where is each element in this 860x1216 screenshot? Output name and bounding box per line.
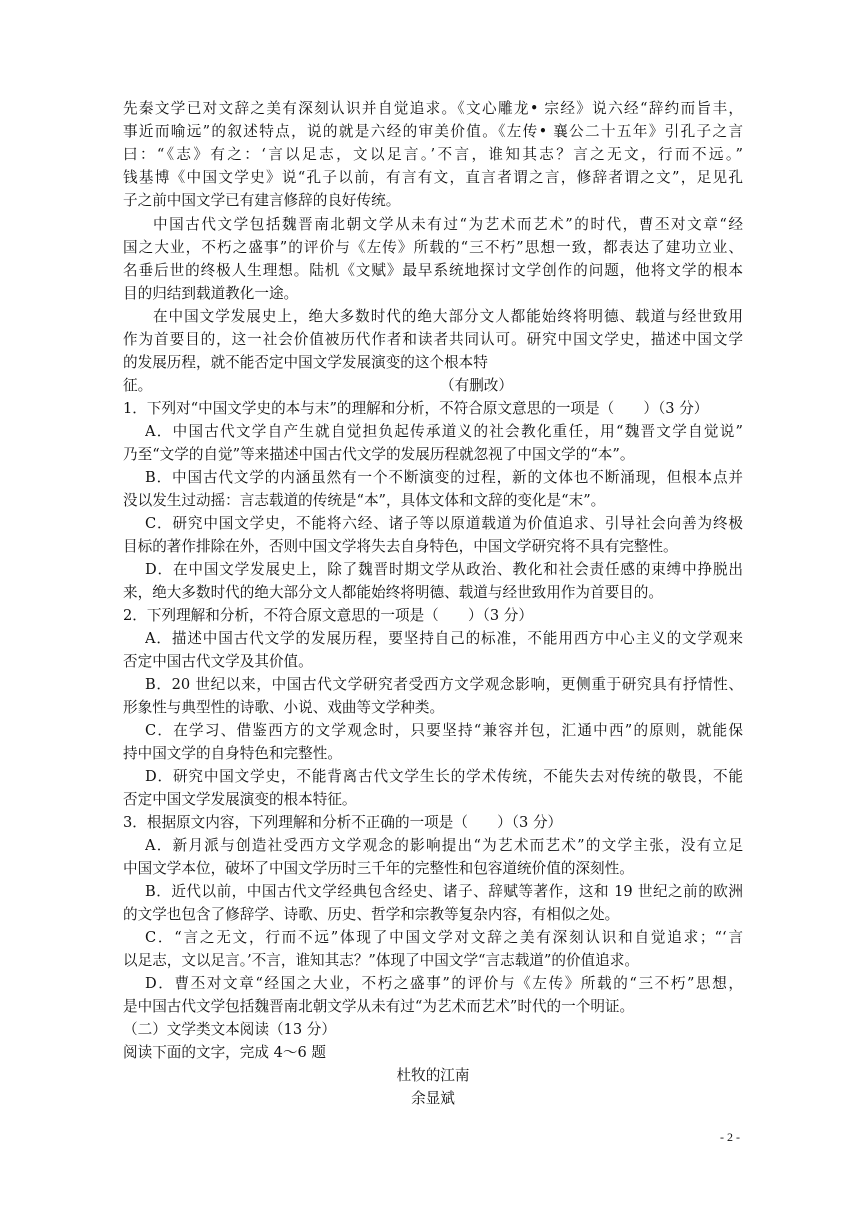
passage-line: 先秦文学已对文辞之美有深刻认识并自觉追求。《文心雕龙• 宗经》说六经“辞约而旨丰，	[123, 100, 743, 117]
question-2-option-a-cont: 否定中国古代文学及其价值。	[123, 653, 313, 670]
question-2-option-d: D．研究中国文学史，不能背离古代文学生长的学术传统，不能失去对传统的敬畏，不能	[145, 768, 743, 785]
question-3-stem: 3．根据原文内容，下列理解和分析不正确的一项是（ ）（3 分）	[123, 814, 563, 831]
question-2-option-b: B．20 世纪以来，中国古代文学研究者受西方文学观念影响，更侧重于研究具有抒情性、	[145, 676, 743, 693]
passage-line: 曰：“《志》有之：‘言以足志，文以足言。’不言，谁知其志？言之无文，行而不远。”	[123, 146, 743, 163]
question-2-option-b-cont: 形象性与典型性的诗歌、小说、戏曲等文学种类。	[123, 699, 445, 716]
passage-line: 国之大业，不朽之盛事”的评价与《左传》所载的“三不朽”思想一致，都表达了建功立业、	[123, 239, 743, 256]
question-3-option-d: D．曹丕对文章“经国之大业，不朽之盛事”的评价与《左传》所载的“三不朽”思想，	[145, 975, 743, 992]
passage-line: 中国古代文学包括魏晋南北朝文学从未有过“为艺术而艺术”的时代，曹丕对文章“经	[153, 216, 743, 233]
passage-line: 事近而喻远”的叙述特点，说的就是六经的审美价值。《左传• 襄公二十五年》引孔子之言	[123, 123, 743, 140]
question-1-option-d-cont: 来，绝大多数时代的绝大部分文人都能始终将明德、载道与经世致用作为首要目的。	[123, 584, 663, 601]
question-1-option-d: D．在中国文学发展史上，除了魏晋时期文学从政治、教化和社会责任感的束缚中挣脱出	[145, 561, 743, 578]
question-1-option-a: A．中国古代文学自产生就自觉担负起传承道义的社会教化重任，用“魏晋文学自觉说”	[145, 423, 743, 440]
question-2-option-d-cont: 否定中国文学发展演变的根本特征。	[123, 791, 357, 808]
question-2-option-c: C．在学习、借鉴西方的文学观念时，只要坚持“兼容并包，汇通中西”的原则，就能保	[145, 722, 743, 739]
question-2-option-c-cont: 持中国文学的自身特色和完整性。	[123, 745, 342, 762]
passage-line: 征。	[123, 377, 153, 394]
passage-line: 子之前中国文学已有建言修辞的良好传统。	[123, 192, 401, 209]
source-note: （有删改）	[440, 377, 513, 394]
section-heading: （二）文学类文本阅读（13 分）	[123, 1021, 336, 1038]
passage-line: 钱基博《中国文学史》说“孔子以前，有言有文，直言者谓之言，修辞者谓之文”，足见孔	[123, 169, 743, 186]
question-1-option-c-cont: 目标的著作排除在外，否则中国文学将失去自身特色，中国文学研究将不具有完整性。	[123, 538, 678, 555]
question-2-stem: 2．下列理解和分析，不符合原文意思的一项是（ ）（3 分）	[123, 607, 533, 624]
question-1-option-b: B．中国古代文学的内涵虽然有一个不断演变的过程，新的文体也不断涌现，但根本点并	[145, 469, 743, 486]
passage-line: 的发展历程，就不能否定中国文学发展演变的这个根本特	[123, 354, 488, 371]
question-1-option-c: C．研究中国文学史，不能将六经、诸子等以原道载道为价值追求、引导社会向善为终极	[145, 515, 743, 532]
article-author: 余显斌	[411, 1090, 455, 1107]
passage-line: 目的归结到载道教化一途。	[123, 285, 299, 302]
question-3-option-c: C．“言之无文，行而不远”体现了中国文学对文辞之美有深刻认识和自觉追求；“‘言	[145, 929, 743, 946]
question-3-option-b-cont: 的文学也包含了修辞学、诗歌、历史、哲学和宗教等复杂内容，有相似之处。	[123, 906, 620, 923]
question-1-stem: 1．下列对“中国文学史的本与末”的理解和分析，不符合原文意思的一项是（ ）（3 分）	[123, 400, 709, 417]
question-3-option-a-cont: 中国文学本位，破坏了中国文学历时三千年的完整性和包容道统价值的深刻性。	[123, 860, 634, 877]
question-2-option-a: A．描述中国古代文学的发展历程，要坚持自己的标准，不能用西方中心主义的文学观来	[145, 630, 743, 647]
question-3-option-a: A．新月派与创造社受西方文学观念的影响提出“为艺术而艺术”的文学主张，没有立足	[145, 837, 743, 854]
section-instruction: 阅读下面的文字，完成 4～6 题	[123, 1044, 326, 1061]
question-1-option-a-cont: 乃至“文学的自觉”等来描述中国古代文学的发展历程就忽视了中国文学的“本”。	[123, 446, 635, 463]
passage-line: 名垂后世的终极人生理想。陆机《文赋》最早系统地探讨文学创作的问题，他将文学的根本	[123, 262, 743, 279]
passage-line: 作为首要目的，这一社会价值被历代作者和读者共同认可。研究中国文学史，描述中国文学	[123, 331, 743, 348]
question-3-option-d-cont: 是中国古代文学包括魏晋南北朝文学从未有过“为艺术而艺术”时代的一个明证。	[123, 998, 635, 1015]
passage-line: 在中国文学发展史上，绝大多数时代的绝大部分文人都能始终将明德、载道与经世致用	[153, 308, 743, 325]
page-number: - 2 -	[720, 1130, 740, 1144]
article-title: 杜牧的江南	[396, 1067, 470, 1084]
question-3-option-c-cont: 以足志，文以足言。’不言，谁知其志？”体现了中国文学“言志载道”的价值追求。	[123, 952, 639, 969]
question-3-option-b: B．近代以前，中国古代文学经典包含经史、诸子、辞赋等著作，这和 19 世纪之前的欧洲	[145, 883, 743, 900]
question-1-option-b-cont: 没以发生过动摇：言志载道的传统是“本”，具体文体和文辞的变化是“末”。	[123, 492, 606, 509]
